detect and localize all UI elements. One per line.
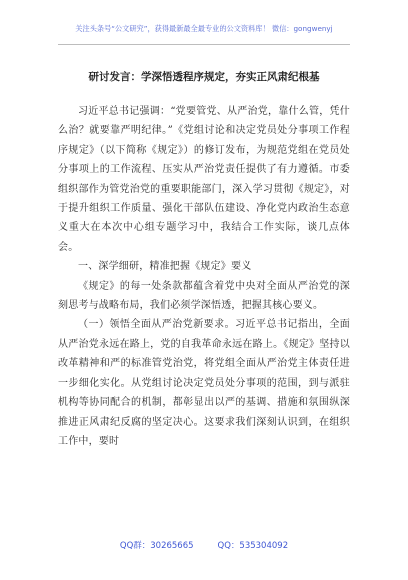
document-body: [58, 102, 350, 451]
paragraph-subsection: （一）领悟全面从严治党新要求。习近平总书记指出，全面从严治党永远在路上，党的自我革命永远在路上。《规定》坚持以改革精神和严的标准管党治党，将党组全面从严治党主体责任进一步细化实化。从党组讨论决定党员处分事项的范围，到与派驻机构等协同配合的机制，都彰显出以严的基调、措施和氛围纵深推进正风肃纪反腐的坚定决心。这要求我们深刻认识到，在组织工作中，要时: [58, 319, 350, 447]
section-heading: 一、深学细研，精准把握《规定》要义: [78, 261, 252, 273]
header-divider: [58, 44, 350, 45]
footer-qq: QQ：535304092: [217, 541, 289, 551]
header-note: 关注头条号“公文研究”，获得最新最全最专业的公文资料库！ 微信：gongwenyj: [75, 24, 333, 33]
paragraph-intro: 习近平总书记强调：“党要管党、从严治党，靠什么管，凭什么治？就要靠严明纪律。”《党组讨论和决定党员处分事项工作程序规定》（以下简称《规定》）的修订发布，为规范党组在党员处分事项上的工作流程、压实从严治党责任提供了有力遵循。市委组织部作为管党治党的重要职能部门，深入学习贯彻《规定》，对于提升组织工作质量、强化干部队伍建设、净化党内政治生态意义重大在本次中心组专题学习中，我结合工作实际，谈几点体会。: [58, 106, 350, 253]
paragraph-core: 《规定》的每一处条款都蕴含着党中央对全面从严治党的深刻思考与战略布局，我们必须学深悟透，把握其核心要义。: [58, 280, 350, 312]
footer-contact: [0, 539, 408, 551]
footer-qq-group: QQ群：30265665: [119, 541, 194, 551]
document-title: 研讨发言：学深悟透程序规定，夯实正风肃纪根基: [88, 71, 320, 83]
